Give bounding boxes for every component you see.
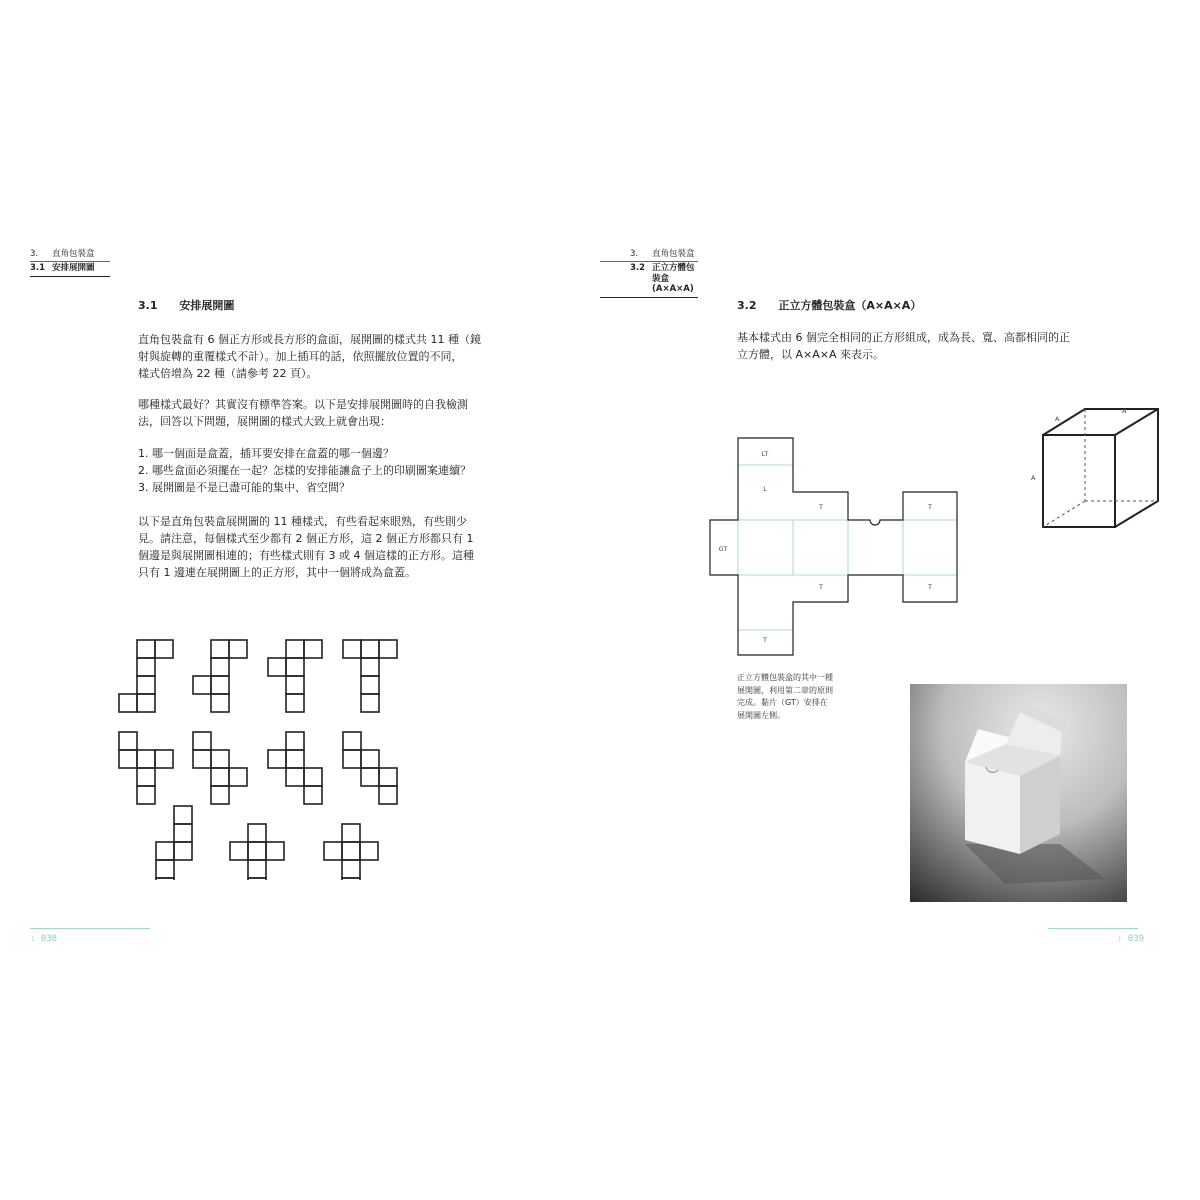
footer-rule-right	[1048, 928, 1138, 929]
chapter-number: 3.	[630, 249, 639, 259]
net-label-t-bottom-1: T	[819, 583, 823, 591]
net-pattern-3	[268, 640, 322, 712]
net-pattern-9	[156, 806, 192, 880]
paragraph-4: 以下是直角包裝盒展開圖的 11 種樣式，有些看起來眼熟，有些則少 見。請注意，每個樣式至少都有 2 個正方形，這 2 個正方形都只有 1 個邊是與展開圖相連的；有些樣式則有 3 或 4 個這樣的正方形。這種 只有 1 邊連在展開圖上的正方形，其中一個將成為盒蓋。	[138, 515, 474, 579]
net-pattern-7	[268, 732, 322, 804]
section-number: 3.1	[30, 263, 46, 273]
net-pattern-4	[343, 640, 397, 712]
net-label-t-bottom-2: T	[928, 583, 932, 591]
heading-title: 安排展開圖	[179, 299, 235, 312]
paragraph-1: 直角包裝盒有 6 個正方形或長方形的盒面，展開圖的樣式共 11 種（鏡 射與旋轉的重覆樣式不計）。加上插耳的話，依照擺放位置的不同， 樣式倍增為 22 種（請參考 22 頁）。	[138, 333, 481, 380]
net-label-lt: LT	[761, 450, 769, 458]
page-number-left: : 038	[30, 934, 58, 944]
cube-label-a-width: A	[1122, 407, 1127, 415]
box-photo	[910, 684, 1127, 902]
cube-label-a-depth: A	[1055, 415, 1060, 423]
net-pattern-10	[230, 824, 284, 880]
section-heading	[138, 297, 234, 313]
section-title-line-3: (A×A×A)	[652, 284, 694, 294]
chapter-number: 3.	[30, 249, 39, 259]
section-title-line-1: 正立方體包	[652, 263, 695, 273]
cube-net-diagram	[705, 430, 960, 660]
heading-number: 3.1	[138, 299, 158, 312]
paragraph-3: 1. 哪一個面是盒蓋，插耳要安排在盒蓋的哪一個邊？ 2. 哪些盒面必須擺在一起？怎樣的安排能讓盒子上的印刷圖案連續？ 3. 展開圖是不是已盡可能的集中、省空間？	[138, 447, 471, 494]
net-pattern-8	[343, 732, 397, 804]
section-number: 3.2	[630, 263, 646, 273]
section-title: 安排展開圖	[52, 263, 95, 273]
heading-title: 正立方體包裝盒（A×A×A）	[778, 299, 922, 312]
heading-number: 3.2	[737, 299, 757, 312]
footer-rule-left	[30, 928, 150, 929]
page-number-right: : 039	[1117, 934, 1145, 944]
running-head-rule-bottom	[600, 297, 698, 298]
chapter-title: 直角包裝盒	[52, 249, 95, 259]
net-patterns-figure	[110, 630, 420, 880]
chapter-title: 直角包裝盒	[652, 249, 695, 259]
net-label-gt: GT	[718, 545, 728, 553]
net-label-l: L	[763, 485, 767, 493]
net-pattern-2	[193, 640, 247, 712]
net-pattern-6	[193, 732, 247, 804]
paragraph-2: 哪種樣式最好？其實沒有標準答案。以下是安排展開圖時的自我檢測 法，回答以下問題，展開圖的樣式大致上就會出現：	[138, 398, 468, 428]
paragraph-right: 基本樣式由 6 個完全相同的正方形組成，成為長、寬、高都相同的正 立方體，以 A×A×A 來表示。	[737, 331, 1070, 361]
figure-caption: 正立方體包裝盒的其中一種 展開圖，利用第二章的原則 完成。黏片（GT）安排在 展開圖左側。	[737, 673, 833, 720]
cube-label-a-height: A	[1031, 474, 1036, 482]
running-head-rule-bottom	[30, 276, 110, 277]
net-label-t-top-1: T	[819, 503, 823, 511]
net-pattern-5	[119, 732, 173, 804]
net-pattern-1	[119, 640, 173, 712]
section-heading	[737, 297, 921, 313]
net-label-t-bottom-3: T	[763, 636, 767, 644]
cube-illustration	[1025, 405, 1170, 535]
net-label-t-top-2: T	[928, 503, 932, 511]
section-title-line-2: 裝盒	[652, 274, 670, 284]
running-head-rule	[600, 261, 698, 262]
net-pattern-11	[324, 824, 378, 880]
running-head-rule	[30, 261, 110, 262]
